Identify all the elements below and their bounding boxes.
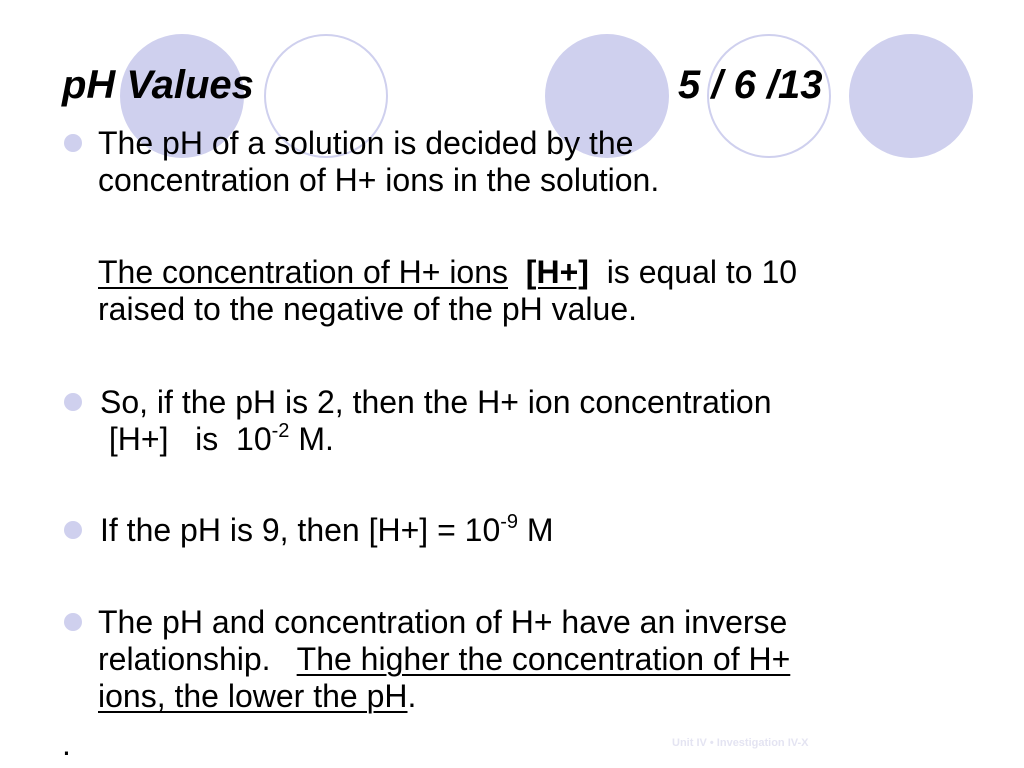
text-line (98, 641, 958, 678)
slide-date: 5 / 6 /13 (678, 63, 823, 107)
text-line: concentration of H+ ions in the solution. (98, 162, 660, 198)
unit: M. (298, 421, 334, 457)
underlined-phrase: The higher the concentration of H+ (296, 641, 791, 677)
text-line (100, 421, 960, 458)
text-segment: [H+] is 10 (108, 421, 272, 457)
paragraph-ph-definition (98, 125, 958, 199)
text-segment: If the pH is 9, then [H+] = 10 (100, 512, 501, 548)
text-line: raised to the negative of the pH value. (98, 291, 638, 327)
text-line (98, 678, 958, 715)
h-plus-symbol: [H+] (525, 254, 589, 290)
bullet-icon (64, 134, 82, 152)
bullet-icon (64, 393, 82, 411)
bullet-icon (64, 521, 82, 539)
paragraph-inverse-relationship (98, 604, 958, 715)
paragraph-ph-2-example (100, 384, 960, 458)
slide-title: pH Values (62, 63, 254, 107)
exponent: -9 (500, 511, 519, 533)
text-segment: is equal to 10 (606, 254, 798, 290)
text-line: The pH and concentration of H+ have an inverse (98, 604, 788, 640)
trailing-dot: . (62, 726, 71, 762)
exponent: -2 (271, 420, 290, 442)
bullet-icon (64, 613, 82, 631)
text-line (98, 254, 958, 291)
slide-footer: Unit IV • Investigation IV-X (672, 737, 809, 749)
text-line: The pH of a solution is decided by the (98, 125, 634, 161)
underlined-phrase: ions, the lower the pH (98, 678, 408, 714)
text-segment: relationship. (98, 641, 271, 677)
unit: M (526, 512, 554, 548)
text-line (100, 512, 960, 549)
text-segment: . (407, 678, 417, 714)
text-line: So, if the pH is 2, then the H+ ion concentration (100, 384, 772, 420)
paragraph-ph-9-example (100, 512, 960, 549)
underlined-phrase: The concentration of H+ ions (98, 254, 509, 290)
paragraph-concentration (98, 254, 958, 328)
